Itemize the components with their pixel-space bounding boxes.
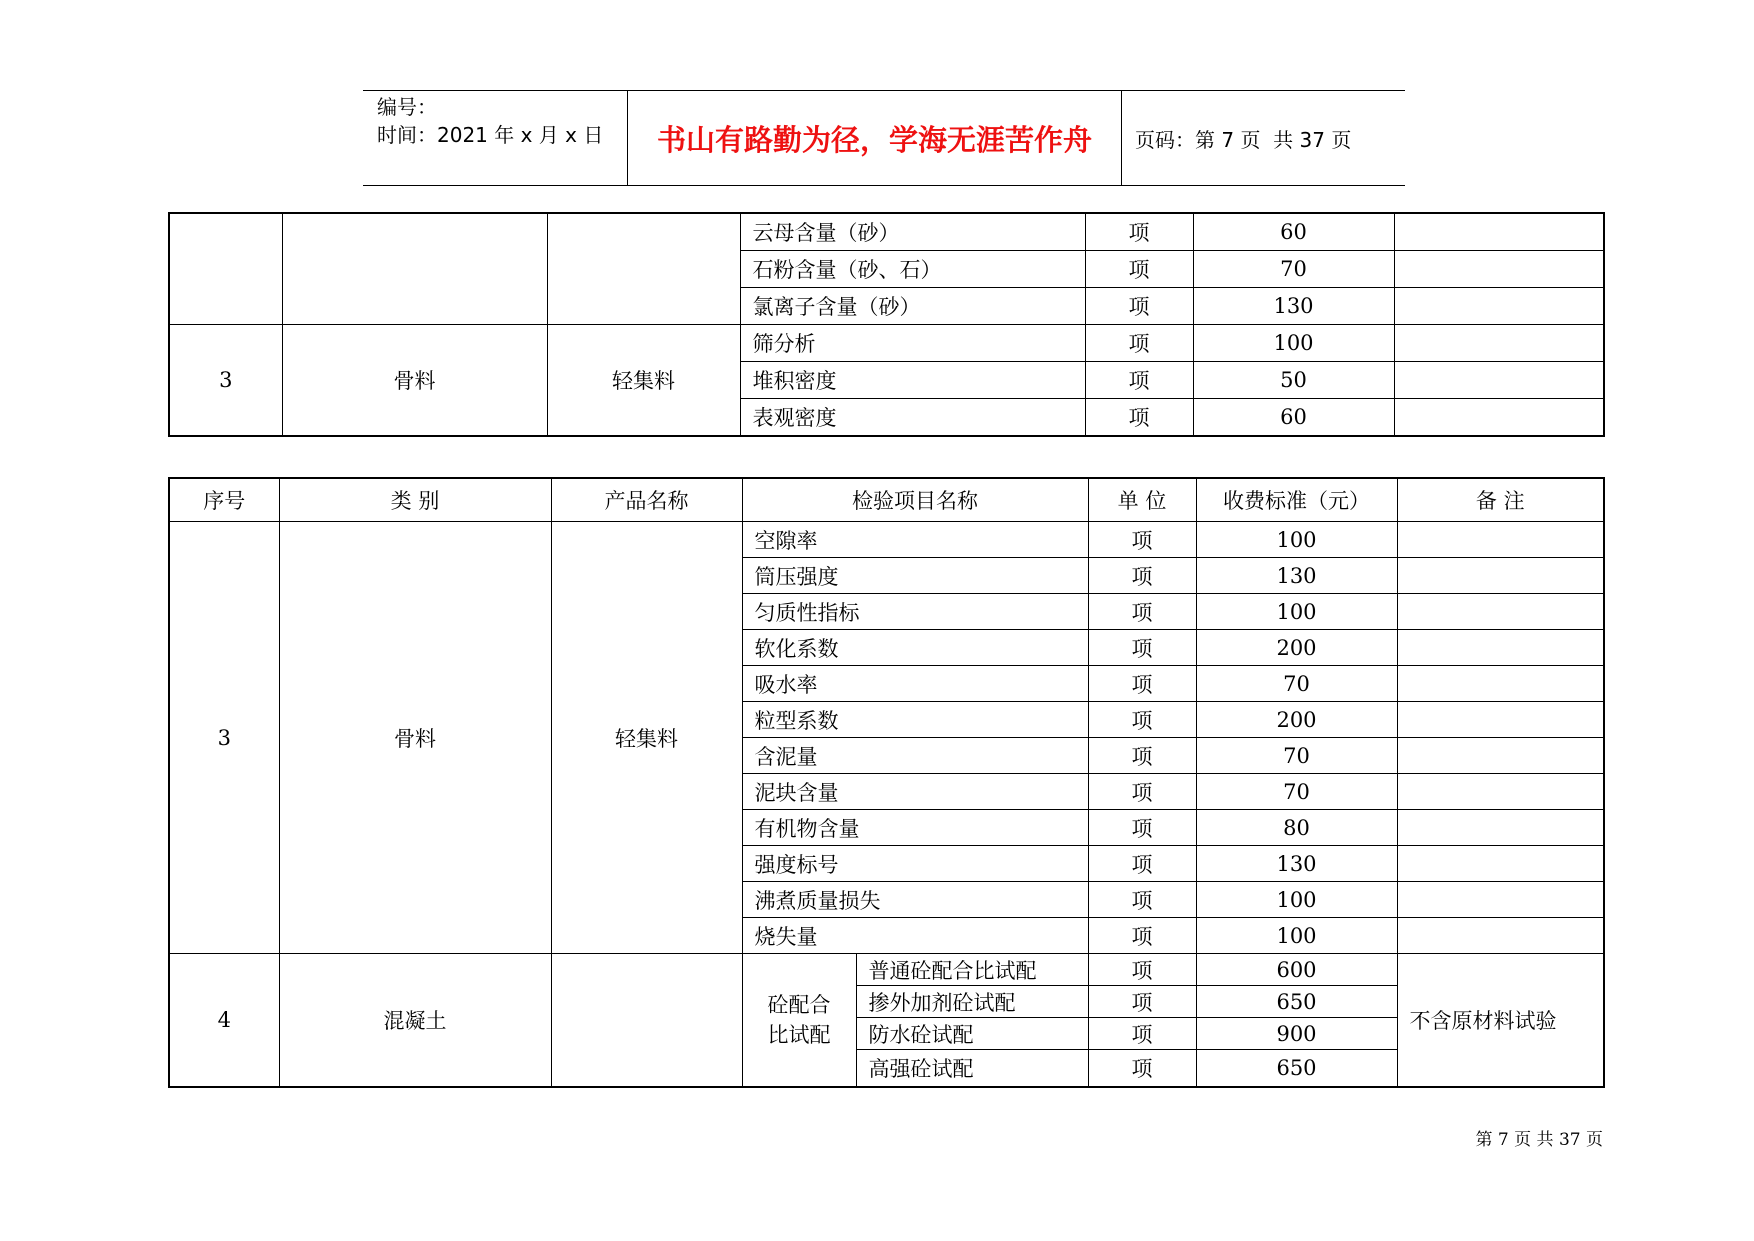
remark — [1394, 399, 1604, 437]
unit: 项 — [1088, 558, 1196, 594]
header-page — [1122, 91, 1405, 185]
item-name: 防水砼试配 — [856, 1018, 1088, 1050]
remark — [1397, 810, 1604, 846]
item-name: 石粉含量（砂、石） — [740, 251, 1085, 288]
fee: 900 — [1196, 1018, 1397, 1050]
item-name: 沸煮质量损失 — [742, 882, 1088, 918]
category-cell: 骨料 — [282, 325, 547, 437]
unit: 项 — [1088, 810, 1196, 846]
product-cell — [551, 954, 742, 1088]
remark — [1397, 774, 1604, 810]
table-row — [169, 954, 1604, 986]
fee: 100 — [1196, 594, 1397, 630]
item-name: 云母含量（砂） — [740, 213, 1085, 251]
fee: 650 — [1196, 1050, 1397, 1088]
unit: 项 — [1085, 399, 1193, 437]
unit: 项 — [1088, 702, 1196, 738]
aggregate-group — [169, 522, 1604, 954]
item-name: 强度标号 — [742, 846, 1088, 882]
fee: 100 — [1196, 522, 1397, 558]
fee: 50 — [1193, 362, 1394, 399]
product-cell: 轻集料 — [547, 325, 740, 437]
remark — [1394, 213, 1604, 251]
fee: 70 — [1193, 251, 1394, 288]
item-name: 空隙率 — [742, 522, 1088, 558]
fee: 200 — [1196, 630, 1397, 666]
fee: 60 — [1193, 399, 1394, 437]
unit: 项 — [1088, 954, 1196, 986]
item-name: 含泥量 — [742, 738, 1088, 774]
fee: 200 — [1196, 702, 1397, 738]
header-product: 产品名称 — [551, 478, 742, 522]
remark — [1397, 882, 1604, 918]
subgroup-cell: 砼配合比试配 — [742, 954, 856, 1088]
fee: 130 — [1193, 288, 1394, 325]
unit: 项 — [1085, 325, 1193, 362]
remark — [1397, 594, 1604, 630]
category-cell: 骨料 — [279, 522, 551, 954]
unit: 项 — [1088, 1050, 1196, 1088]
remark — [1394, 362, 1604, 399]
page-footer: 第 7 页 共 37 页 — [1475, 1130, 1603, 1150]
fee: 650 — [1196, 986, 1397, 1018]
item-name: 泥块含量 — [742, 774, 1088, 810]
remark — [1397, 702, 1604, 738]
header-category: 类 别 — [279, 478, 551, 522]
item-name: 烧失量 — [742, 918, 1088, 954]
fee-table-continued — [168, 212, 1605, 437]
fee: 70 — [1196, 666, 1397, 702]
unit: 项 — [1088, 774, 1196, 810]
table-header-row — [169, 478, 1604, 522]
seq-cell: 3 — [169, 325, 282, 437]
unit: 项 — [1088, 630, 1196, 666]
remark — [1397, 666, 1604, 702]
item-name: 堆积密度 — [740, 362, 1085, 399]
header-item: 检验项目名称 — [742, 478, 1088, 522]
document-header — [363, 90, 1405, 186]
unit: 项 — [1085, 251, 1193, 288]
unit: 项 — [1088, 666, 1196, 702]
remark — [1397, 630, 1604, 666]
unit: 项 — [1088, 594, 1196, 630]
item-name: 普通砼配合比试配 — [856, 954, 1088, 986]
item-name: 表观密度 — [740, 399, 1085, 437]
remark — [1397, 558, 1604, 594]
header-meta — [363, 91, 628, 185]
concrete-group — [169, 954, 1604, 1088]
table-row — [169, 325, 1604, 362]
unit: 项 — [1088, 738, 1196, 774]
header-page-label: 页码：第 7 页 共 37 页 — [1135, 127, 1352, 152]
unit: 项 — [1088, 522, 1196, 558]
fee: 600 — [1196, 954, 1397, 986]
unit: 项 — [1085, 362, 1193, 399]
item-name: 掺外加剂砼试配 — [856, 986, 1088, 1018]
unit: 项 — [1088, 1018, 1196, 1050]
item-name: 氯离子含量（砂） — [740, 288, 1085, 325]
fee: 130 — [1196, 846, 1397, 882]
header-motto: 书山有路勤为径，学海无涯苦作舟 — [628, 91, 1122, 185]
remark — [1394, 325, 1604, 362]
fee: 80 — [1196, 810, 1397, 846]
table-row — [169, 213, 1604, 251]
header-unit: 单 位 — [1088, 478, 1196, 522]
unit: 项 — [1085, 288, 1193, 325]
remark — [1397, 738, 1604, 774]
item-name: 筒压强度 — [742, 558, 1088, 594]
fee: 100 — [1196, 918, 1397, 954]
doc-number-label: 编号： — [377, 95, 437, 119]
header-fee: 收费标准（元） — [1196, 478, 1397, 522]
remark — [1397, 846, 1604, 882]
seq-cell: 3 — [169, 522, 279, 954]
product-cell: 轻集料 — [551, 522, 742, 954]
header-remark: 备 注 — [1397, 478, 1604, 522]
remark — [1397, 918, 1604, 954]
unit: 项 — [1088, 986, 1196, 1018]
fee: 70 — [1196, 738, 1397, 774]
fee: 100 — [1193, 325, 1394, 362]
item-name: 吸水率 — [742, 666, 1088, 702]
unit: 项 — [1088, 846, 1196, 882]
fee-table — [168, 477, 1605, 1088]
item-name: 有机物含量 — [742, 810, 1088, 846]
remark — [1394, 251, 1604, 288]
item-name: 软化系数 — [742, 630, 1088, 666]
fee: 60 — [1193, 213, 1394, 251]
item-name: 粒型系数 — [742, 702, 1088, 738]
doc-time-label: 时间：2021 年 x 月 x 日 — [377, 123, 604, 147]
seq-cell: 4 — [169, 954, 279, 1088]
item-name: 高强砼试配 — [856, 1050, 1088, 1088]
table-row — [169, 522, 1604, 558]
remark — [1397, 522, 1604, 558]
fee: 100 — [1196, 882, 1397, 918]
fee: 130 — [1196, 558, 1397, 594]
item-name: 匀质性指标 — [742, 594, 1088, 630]
unit: 项 — [1088, 882, 1196, 918]
remark — [1394, 288, 1604, 325]
item-name: 筛分析 — [740, 325, 1085, 362]
header-seq: 序号 — [169, 478, 279, 522]
category-cell: 混凝土 — [279, 954, 551, 1088]
fee: 70 — [1196, 774, 1397, 810]
unit: 项 — [1085, 213, 1193, 251]
unit: 项 — [1088, 918, 1196, 954]
remark-cell: 不含原材料试验 — [1397, 954, 1604, 1088]
